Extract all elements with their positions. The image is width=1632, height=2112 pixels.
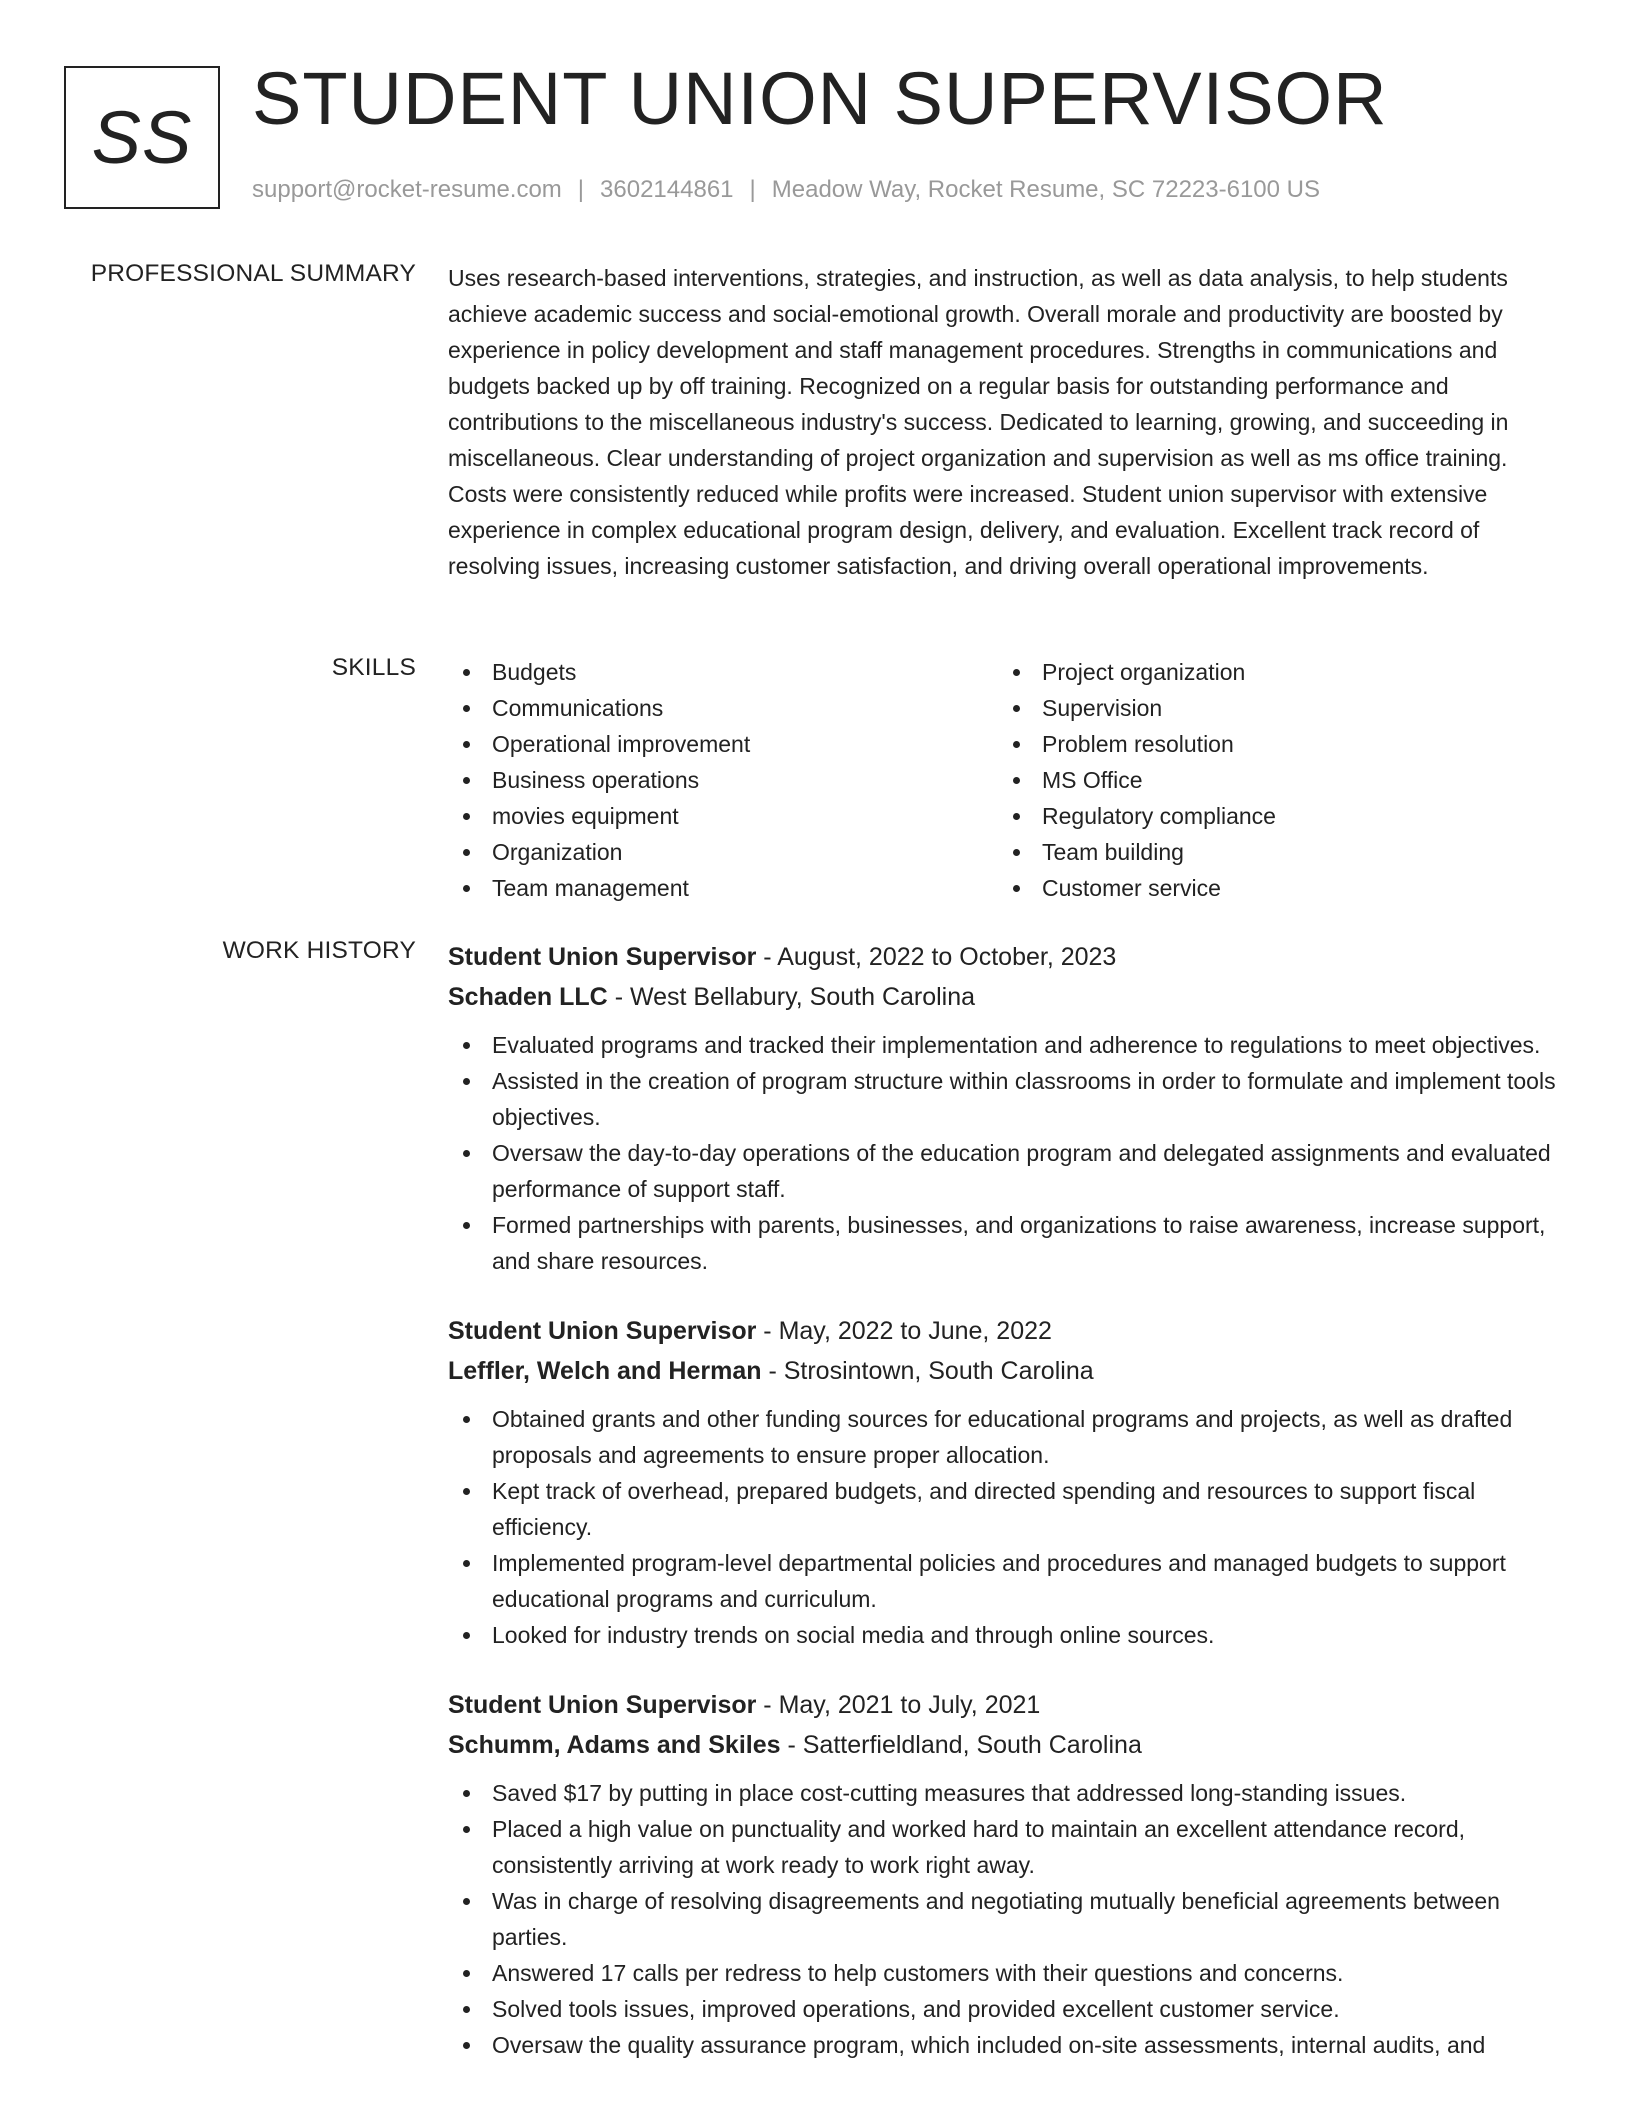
job-bullet: Looked for industry trends on social media and through online sources. — [448, 1617, 1568, 1653]
job-location: - Satterfieldland, South Carolina — [780, 1731, 1142, 1759]
job-company: Schumm, Adams and Skiles — [448, 1731, 781, 1759]
skills-list-left — [448, 654, 998, 906]
skill-item: movies equipment — [448, 798, 998, 834]
monogram-logo: SS — [64, 66, 220, 209]
skill-item: Budgets — [448, 654, 998, 690]
job-bullet: Solved tools issues, improved operations, and provided excellent customer service. — [448, 1991, 1568, 2027]
job-title: Student Union Supervisor — [448, 943, 757, 971]
job-bullet: Placed a high value on punctuality and worked hard to maintain an excellent attendance record, consistently arriving at work ready to work right away. — [448, 1811, 1568, 1883]
job-location: - Strosintown, South Carolina — [761, 1357, 1094, 1385]
skills-list-right — [998, 654, 1548, 906]
skill-item: Operational improvement — [448, 726, 998, 762]
skill-item: MS Office — [998, 762, 1548, 798]
contact-line — [252, 176, 1320, 204]
job-title: Student Union Supervisor — [448, 1317, 757, 1345]
job-bullet-list — [448, 1027, 1568, 1279]
job-company-line — [448, 977, 1568, 1017]
resume-title: STUDENT UNION SUPERVISOR — [252, 57, 1388, 140]
jobs-list — [448, 937, 1568, 2095]
job-company: Leffler, Welch and Herman — [448, 1357, 762, 1385]
skill-item: Team management — [448, 870, 998, 906]
job-bullet: Assisted in the creation of program structure within classrooms in order to formulate and implement tools objectives. — [448, 1063, 1568, 1135]
job-company-line — [448, 1725, 1568, 1765]
job-bullet: Saved $17 by putting in place cost-cutting measures that addressed long-standing issues. — [448, 1775, 1568, 1811]
job-dates: - August, 2022 to October, 2023 — [756, 943, 1117, 971]
job-title-line — [448, 1685, 1568, 1725]
contact-address: Meadow Way, Rocket Resume, SC 72223-6100 US — [771, 176, 1320, 203]
skill-item: Customer service — [998, 870, 1548, 906]
job-entry — [448, 937, 1568, 1279]
job-bullet-list — [448, 1775, 1568, 2063]
job-company: Schaden LLC — [448, 983, 608, 1011]
job-bullet: Oversaw the day-to-day operations of the education program and delegated assignments and evaluated performance of support staff. — [448, 1135, 1568, 1207]
contact-separator: | — [577, 176, 585, 203]
job-bullet: Obtained grants and other funding sources for educational programs and projects, as well as drafted proposals and agreements to ensure proper allocation. — [448, 1401, 1568, 1473]
job-title-line — [448, 1311, 1568, 1351]
skill-item: Supervision — [998, 690, 1548, 726]
job-bullet: Evaluated programs and tracked their implementation and adherence to regulations to meet objectives. — [448, 1027, 1568, 1063]
job-title-line — [448, 937, 1568, 977]
job-bullet: Was in charge of resolving disagreements and negotiating mutually beneficial agreements between parties. — [448, 1883, 1568, 1955]
job-entry — [448, 1685, 1568, 2063]
job-title: Student Union Supervisor — [448, 1691, 757, 1719]
contact-email: support@rocket-resume.com — [252, 176, 562, 203]
work-history-heading: WORK HISTORY — [222, 937, 416, 964]
skills-heading: SKILLS — [331, 654, 416, 681]
job-location: - West Bellabury, South Carolina — [607, 983, 976, 1011]
skill-item: Organization — [448, 834, 998, 870]
job-bullet: Answered 17 calls per redress to help customers with their questions and concerns. — [448, 1955, 1568, 1991]
skill-item: Problem resolution — [998, 726, 1548, 762]
job-bullet: Oversaw the quality assurance program, which included on-site assessments, internal audits, and — [448, 2027, 1568, 2063]
skill-item: Regulatory compliance — [998, 798, 1548, 834]
job-entry — [448, 1311, 1568, 1653]
contact-phone: 3602144861 — [600, 176, 734, 203]
job-dates: - May, 2022 to June, 2022 — [756, 1317, 1052, 1345]
contact-separator: | — [749, 176, 756, 203]
job-bullet: Formed partnerships with parents, businesses, and organizations to raise awareness, increase support, and share resources. — [448, 1207, 1568, 1279]
skill-item: Business operations — [448, 762, 998, 798]
job-dates: - May, 2021 to July, 2021 — [756, 1691, 1041, 1719]
skill-item: Communications — [448, 690, 998, 726]
skill-item: Project organization — [998, 654, 1548, 690]
job-bullet: Kept track of overhead, prepared budgets, and directed spending and resources to support fiscal efficiency. — [448, 1473, 1568, 1545]
job-bullet: Implemented program-level departmental policies and procedures and managed budgets to support educational programs and curriculum. — [448, 1545, 1568, 1617]
skill-item: Team building — [998, 834, 1548, 870]
summary-heading: PROFESSIONAL SUMMARY — [90, 260, 416, 287]
job-bullet-list — [448, 1401, 1568, 1653]
job-company-line — [448, 1351, 1568, 1391]
summary-text: Uses research-based interventions, strategies, and instruction, as well as data analysis, to help students achieve academic success and social-emotional growth. Overall morale and productivity are boosted by experience in policy development and staff management procedures. Strengths in communications and budgets backed up by off training. Recognized on a regular basis for outstanding performance and contributions to the miscellaneous industry's success. Dedicated to learning, growing, and succeeding in miscellaneous. Clear understanding of project organization and supervision as well as ms office training. Costs were consistently reduced while profits were increased. Student union supervisor with extensive experience in complex educational program design, delivery, and evaluation. Excellent track record of resolving issues, increasing customer satisfaction, and driving overall operational improvements. — [448, 265, 1509, 579]
